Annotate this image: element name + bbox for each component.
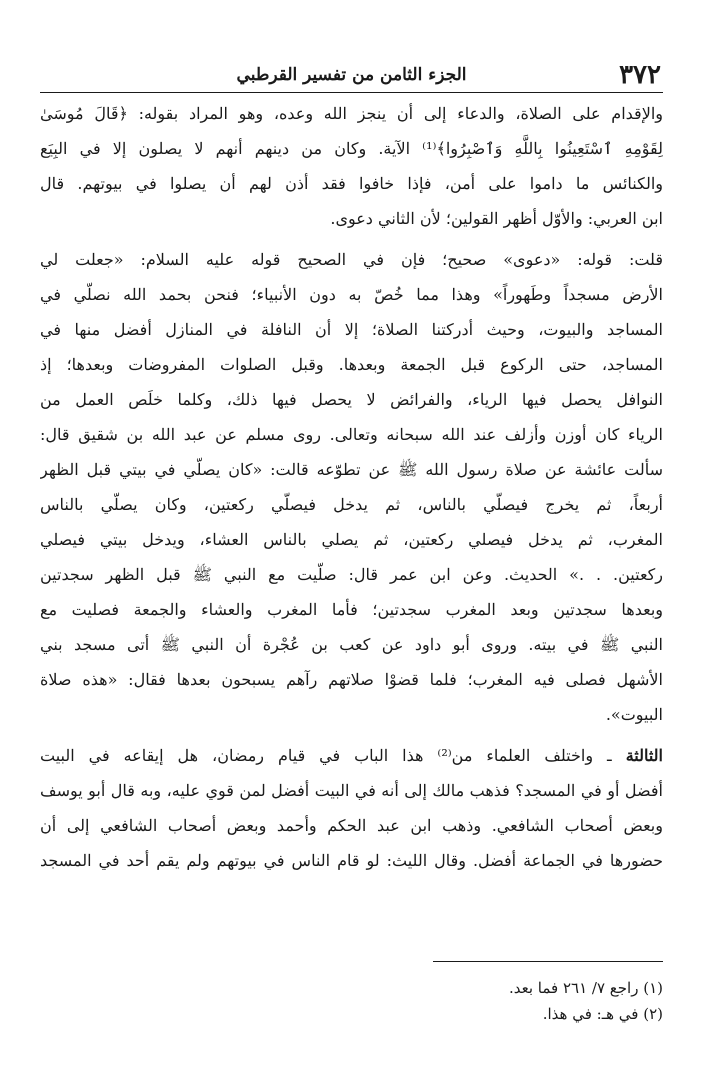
text-line: النوافل يحصل فيها الرياء، والفرائض لا يحصل فيها ذلك، وكلما خلَص العمل من [40, 390, 663, 409]
text-line: سألت عائشة عن صلاة رسول الله ﷺ عن تطوّعه قالت: «كان يصلّي في بيتي قبل الظهر [40, 460, 663, 479]
text-line: المغرب، ثم يدخل فيصلي ركعتين، ثم يصلي بالناس العشاء، ويدخل بيتي فيصلي [40, 530, 663, 549]
paragraph-3 [40, 738, 663, 878]
running-title: الجزء الثامن من تفسير القرطبي [236, 65, 467, 85]
footnote-1: (١) راجع ٧/ ٢٦١ فما بعد. [508, 979, 663, 997]
footnote-divider [433, 961, 663, 962]
text-line: المساجد، حتى الركوع قبل الجمعة وبعدها. وقبل الصلوات المفروضات وبعدها؛ إذ [40, 355, 663, 374]
text-line: الأرض مسجداً وطَهوراً» وهذا مما خُصّ به دون الأنبياء؛ فنحن بحمد الله نصلّي في [40, 285, 663, 304]
text-line: الأشهل فصلى فيه المغرب؛ فلما قضوْا صلاتهم رآهم يسبحون بعدها فقال: «هذه صلاة [40, 670, 663, 689]
text-line: وبعدها سجدتين وبعد المغرب سجدتين؛ فأما المغرب والعشاء والجمعة فصليت مع [40, 600, 663, 619]
text-line: حضورها في الجماعة أفضل. وقال الليث: لو قام الناس في بيوتهم ولم يقم أحد في المسجد [40, 851, 663, 870]
page-number: ٣٧٢ [619, 60, 661, 90]
text-line: ابن العربي: والأوّل أظهر القولين؛ لأن الثاني دعوى. [330, 209, 663, 228]
text-line: والكنائس ما داموا على أمن، فإذا خافوا فقد أذن لهم أن يصلوا في بيوتهم. قال [40, 174, 663, 193]
text-line: الرياء كان أوزن وأزلف عند الله سبحانه وتعالى. روى مسلم عن عبد الله بن شقيق قال: [40, 425, 663, 444]
footnote-2: (٢) في هـ: في هذا. [542, 1005, 663, 1023]
text-line: الثالثة ـ واختلف العلماء من⁽²⁾ هذا الباب في قيام رمضان، هل إيقاعه في البيت [40, 746, 663, 765]
paragraph-1 [40, 96, 663, 236]
text-line: والإقدام على الصلاة، والدعاء إلى أن ينجز الله وعده، وهو المراد بقوله: ﴿قَالَ مُوسَىٰ [40, 104, 663, 123]
section-label: الثالثة [625, 746, 663, 765]
paragraph-2 [40, 242, 663, 732]
text-line: المساجد والبيوت، وحيث أدركتنا الصلاة؛ إلا أن النافلة في المنازل أفضل منها في [40, 320, 663, 339]
text-line: لِقَوْمِهِ ٱسْتَعِينُوا بِاللَّهِ وَٱصْبِرُوا﴾⁽¹⁾ الآية. وكان من دينهم أنهم لا يصلون إلا في البِيَع [40, 139, 663, 158]
text-line: ركعتين. . .» الحديث. وعن ابن عمر قال: صلّيت مع النبي ﷺ قبل الظهر سجدتين [40, 565, 663, 584]
body-text [40, 96, 663, 878]
text-line: أربعاً، ثم يخرج فيصلّي بالناس، ثم يدخل فيصلّي ركعتين، وكان يصلّي بالناس [40, 495, 663, 514]
text-line: البيوت». [605, 705, 663, 724]
text-line: وبعض أصحاب الشافعي. وذهب ابن عبد الحكم وأحمد وبعض أصحاب الشافعي إلى أن [40, 816, 663, 835]
text-line: النبي ﷺ في بيته. وروى أبو داود عن كعب بن عُجْرة أن النبي ﷺ أتى مسجد بني [40, 635, 663, 654]
text-line: أفضل أو في المسجد؟ فذهب مالك إلى أنه في البيت أفضل لمن قوي عليه، وبه قال أبو يوسف [40, 781, 663, 800]
running-header [40, 58, 663, 93]
text-line: قلت: قوله: «دعوى» صحيح؛ فإن في الصحيح قوله عليه السلام: «جعلت لي [40, 250, 663, 269]
